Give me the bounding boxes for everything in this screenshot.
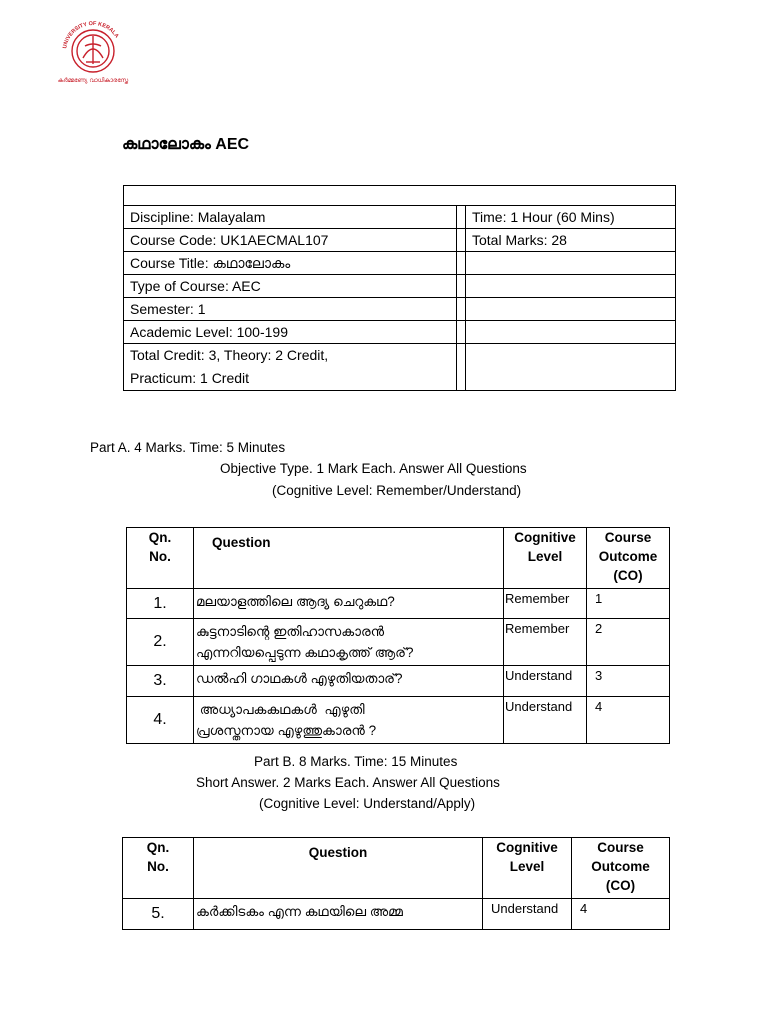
cognitive-level-header bbox=[504, 528, 587, 589]
table-row bbox=[124, 206, 676, 229]
table-row bbox=[127, 697, 670, 744]
co-header-line: (CO) bbox=[613, 568, 643, 583]
cognitive-level: Remember bbox=[504, 619, 587, 666]
co-header-line: Outcome bbox=[591, 859, 650, 874]
credit-cell bbox=[124, 344, 457, 391]
semester-cell: Semester: 1 bbox=[124, 298, 457, 321]
question-header bbox=[194, 528, 504, 589]
qn-header bbox=[123, 838, 194, 899]
spacer-cell bbox=[457, 206, 466, 229]
question-text bbox=[194, 619, 504, 666]
university-seal-icon bbox=[56, 18, 130, 86]
question-number: 2. bbox=[127, 619, 194, 666]
logo-motto: കർമ്മണ്യേ വാധികാരസ്തേ bbox=[57, 77, 129, 84]
level-header-line: Cognitive bbox=[514, 530, 576, 545]
table-header-row bbox=[123, 838, 670, 899]
credit-line-1: Total Credit: 3, Theory: 2 Credit, bbox=[130, 347, 329, 363]
table-row bbox=[124, 275, 676, 298]
question-header bbox=[194, 838, 483, 899]
co-header-line: Course bbox=[604, 530, 652, 545]
table-row bbox=[124, 344, 676, 391]
empty-cell bbox=[466, 344, 676, 391]
table-row bbox=[123, 899, 670, 930]
logo-arc-text: UNIVERSITY OF KERALA bbox=[62, 20, 120, 50]
empty-cell bbox=[466, 275, 676, 298]
table-row bbox=[127, 589, 670, 619]
cognitive-level-header bbox=[483, 838, 572, 899]
course-outcome: 4 bbox=[587, 697, 670, 744]
qn-header-line: No. bbox=[149, 549, 171, 564]
level-header-line: Level bbox=[527, 549, 563, 564]
table-row bbox=[127, 666, 670, 697]
question-number: 4. bbox=[127, 697, 194, 744]
co-header-line: Course bbox=[597, 840, 644, 855]
qn-header-line: No. bbox=[147, 859, 169, 874]
time-cell: Time: 1 Hour (60 Mins) bbox=[466, 206, 676, 229]
course-title-cell: Course Title: കഥാലോകം bbox=[124, 252, 457, 275]
table-header-row bbox=[127, 528, 670, 589]
academic-level-cell: Academic Level: 100-199 bbox=[124, 321, 457, 344]
course-outcome: 1 bbox=[587, 589, 670, 619]
question-text: ഡൽഹി ഗാഥകൾ എഴുതിയതാര്? bbox=[194, 666, 504, 697]
part-a-subheading: Objective Type. 1 Mark Each. Answer All Questions bbox=[220, 461, 527, 476]
empty-cell bbox=[466, 321, 676, 344]
course-details-table bbox=[123, 185, 676, 391]
course-code-cell: Course Code: UK1AECMAL107 bbox=[124, 229, 457, 252]
total-marks-cell: Total Marks: 28 bbox=[466, 229, 676, 252]
part-b-question-table bbox=[122, 837, 670, 930]
cognitive-level: Understand bbox=[504, 697, 587, 744]
part-b-heading: Part B. 8 Marks. Time: 15 Minutes bbox=[254, 754, 458, 769]
course-outcome-header bbox=[572, 838, 670, 899]
question-number: 5. bbox=[123, 899, 194, 930]
qn-header-line: Qn. bbox=[146, 840, 170, 855]
question-line: എന്നറിയപ്പെടുന്ന കഥാകൃത്ത് ആര്? bbox=[196, 645, 414, 660]
table-row bbox=[124, 229, 676, 252]
cognitive-level: Remember bbox=[504, 589, 587, 619]
spacer-cell bbox=[457, 275, 466, 298]
page-title: കഥാലോകം AEC bbox=[122, 136, 250, 153]
course-outcome: 3 bbox=[587, 666, 670, 697]
empty-cell bbox=[466, 252, 676, 275]
table-row bbox=[124, 186, 676, 206]
question-header-text: Question bbox=[308, 845, 368, 860]
spacer-cell bbox=[457, 229, 466, 252]
qn-header-line: Qn. bbox=[148, 530, 172, 545]
spacer-cell bbox=[457, 252, 466, 275]
table-row bbox=[124, 298, 676, 321]
course-outcome: 2 bbox=[587, 619, 670, 666]
discipline-cell: Discipline: Malayalam bbox=[124, 206, 457, 229]
question-line: അധ്യാപകകഥകൾ എഴുതി bbox=[196, 702, 365, 717]
qn-header bbox=[127, 528, 194, 589]
part-a-question-table bbox=[126, 527, 670, 744]
table-row bbox=[124, 321, 676, 344]
question-header-text: Question bbox=[212, 535, 271, 550]
question-line: പ്രശസ്തനായ എഴുത്തുകാരൻ ? bbox=[196, 723, 377, 738]
part-b-cognitive-level: (Cognitive Level: Understand/Apply) bbox=[259, 796, 476, 811]
cognitive-level: Understand bbox=[504, 666, 587, 697]
question-text: കർക്കിടകം എന്ന കഥയിലെ അമ്മ bbox=[194, 899, 483, 930]
university-logo bbox=[56, 18, 130, 86]
course-table-header-cell bbox=[124, 186, 676, 206]
course-outcome-header bbox=[587, 528, 670, 589]
course-outcome: 4 bbox=[572, 899, 670, 930]
table-row bbox=[127, 619, 670, 666]
part-a-heading: Part A. 4 Marks. Time: 5 Minutes bbox=[90, 440, 286, 455]
spacer-cell bbox=[457, 344, 466, 391]
level-header-line: Cognitive bbox=[496, 840, 558, 855]
part-a-cognitive-level: (Cognitive Level: Remember/Understand) bbox=[272, 483, 522, 498]
question-line: കുട്ടനാടിന്റെ ഇതിഹാസകാരൻ bbox=[196, 624, 385, 639]
level-header-line: Level bbox=[509, 859, 545, 874]
co-header-line: (CO) bbox=[605, 878, 636, 893]
question-number: 1. bbox=[127, 589, 194, 619]
course-type-cell: Type of Course: AEC bbox=[124, 275, 457, 298]
question-text bbox=[194, 697, 504, 744]
part-b-subheading: Short Answer. 2 Marks Each. Answer All Questions bbox=[196, 775, 500, 790]
empty-cell bbox=[466, 298, 676, 321]
spacer-cell bbox=[457, 298, 466, 321]
table-row bbox=[124, 252, 676, 275]
co-header-line: Outcome bbox=[598, 549, 658, 564]
question-number: 3. bbox=[127, 666, 194, 697]
credit-line-2: Practicum: 1 Credit bbox=[130, 370, 250, 386]
question-text: മലയാളത്തിലെ ആദ്യ ചെറുകഥ? bbox=[194, 589, 504, 619]
spacer-cell bbox=[457, 321, 466, 344]
cognitive-level: Understand bbox=[483, 899, 572, 930]
